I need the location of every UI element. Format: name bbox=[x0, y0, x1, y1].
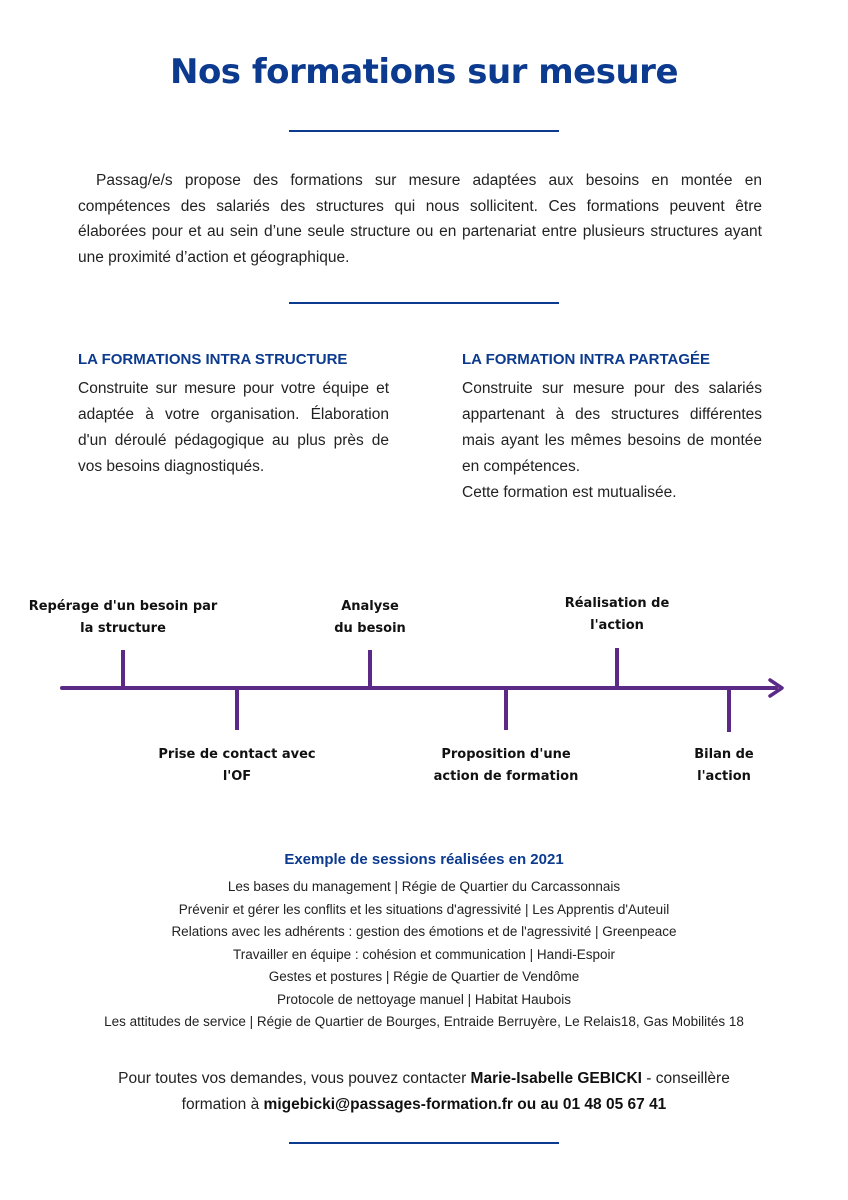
intra-structure-section bbox=[78, 348, 389, 480]
intra-partagee-note: Cette formation est mutualisée. bbox=[462, 484, 677, 501]
timeline-step-realisation: Réalisation de l'action bbox=[564, 596, 670, 633]
intra-partagee-section bbox=[462, 348, 762, 506]
list-item: Gestes et postures | Régie de Quartier de Vendôme bbox=[268, 969, 580, 984]
contact-block bbox=[0, 1066, 848, 1117]
list-item: Les bases du management | Régie de Quartier du Carcassonnais bbox=[227, 879, 621, 894]
list-item: Protocole de nettoyage manuel | Habitat Haubois bbox=[277, 991, 571, 1007]
timeline-step-analyse: Analyse du besoin bbox=[334, 599, 406, 636]
contact-name: Marie-Isabelle GEBICKI bbox=[470, 1070, 642, 1087]
list-item: Prévenir et gérer les conflits et les situations d'agressivité | Les Apprentis d'Auteuil bbox=[178, 901, 670, 917]
timeline-step-proposition: Proposition d'une action de formation bbox=[433, 747, 579, 784]
process-timeline bbox=[0, 580, 848, 800]
divider bbox=[289, 130, 559, 132]
list-item: Les attitudes de service | Régie de Quartier de Bourges, Entraide Berruyère, Le Relais18, Gas Mobilités 18 bbox=[104, 1014, 744, 1029]
divider bbox=[289, 1142, 559, 1144]
contact-role: - conseillère bbox=[641, 1070, 730, 1087]
intro-paragraph: Passag/e/s propose des formations sur mesure adaptées aux besoins en montée en compétences des salariés des structures qui nous sollicitent. Ces formations peuvent être élaborées pour et au sein d’une seule structure ou en partenariat entre plusieurs structures ayant une proximité d’action et géographique. bbox=[78, 172, 762, 266]
timeline-step-bilan: Bilan de l'action bbox=[694, 747, 754, 784]
examples-heading: Exemple de sessions réalisées en 2021 bbox=[284, 851, 564, 868]
contact-line-2 bbox=[0, 1092, 848, 1118]
intra-partagee-body: Construite sur mesure pour des salariés appartenant à des structures différentes mais ayant les mêmes besoins de montée en compétences. bbox=[462, 380, 762, 475]
page-title: Nos formations sur mesure bbox=[169, 52, 679, 92]
examples-section bbox=[0, 848, 848, 1034]
intra-partagee-heading: LA FORMATION INTRA PARTAGÉE bbox=[462, 351, 711, 368]
contact-email-phone[interactable]: migebicki@passages-formation.fr ou au 01 48 05 67 41 bbox=[263, 1095, 667, 1113]
examples-list bbox=[0, 876, 848, 1034]
contact-prefix: Pour toutes vos demandes, vous pouvez contacter bbox=[118, 1070, 471, 1087]
list-item: Relations avec les adhérents : gestion des émotions et de l'agressivité | Greenpeace bbox=[171, 924, 677, 939]
timeline-step-prise-de-contact: Prise de contact avec l'OF bbox=[158, 747, 316, 784]
divider bbox=[289, 302, 559, 304]
intra-structure-body: Construite sur mesure pour votre équipe et adaptée à votre organisation. Élaboration d'un déroulé pédagogique au plus près de vos besoins diagnostiqués. bbox=[78, 380, 389, 475]
list-item: Travailler en équipe : cohésion et communication | Handi-Espoir bbox=[233, 946, 615, 962]
contact-line-1 bbox=[0, 1066, 848, 1092]
contact-prefix-2: formation à bbox=[181, 1095, 264, 1113]
timeline-step-reperage: Repérage d'un besoin par la structure bbox=[28, 599, 218, 636]
intra-structure-heading: LA FORMATIONS INTRA STRUCTURE bbox=[78, 351, 348, 368]
